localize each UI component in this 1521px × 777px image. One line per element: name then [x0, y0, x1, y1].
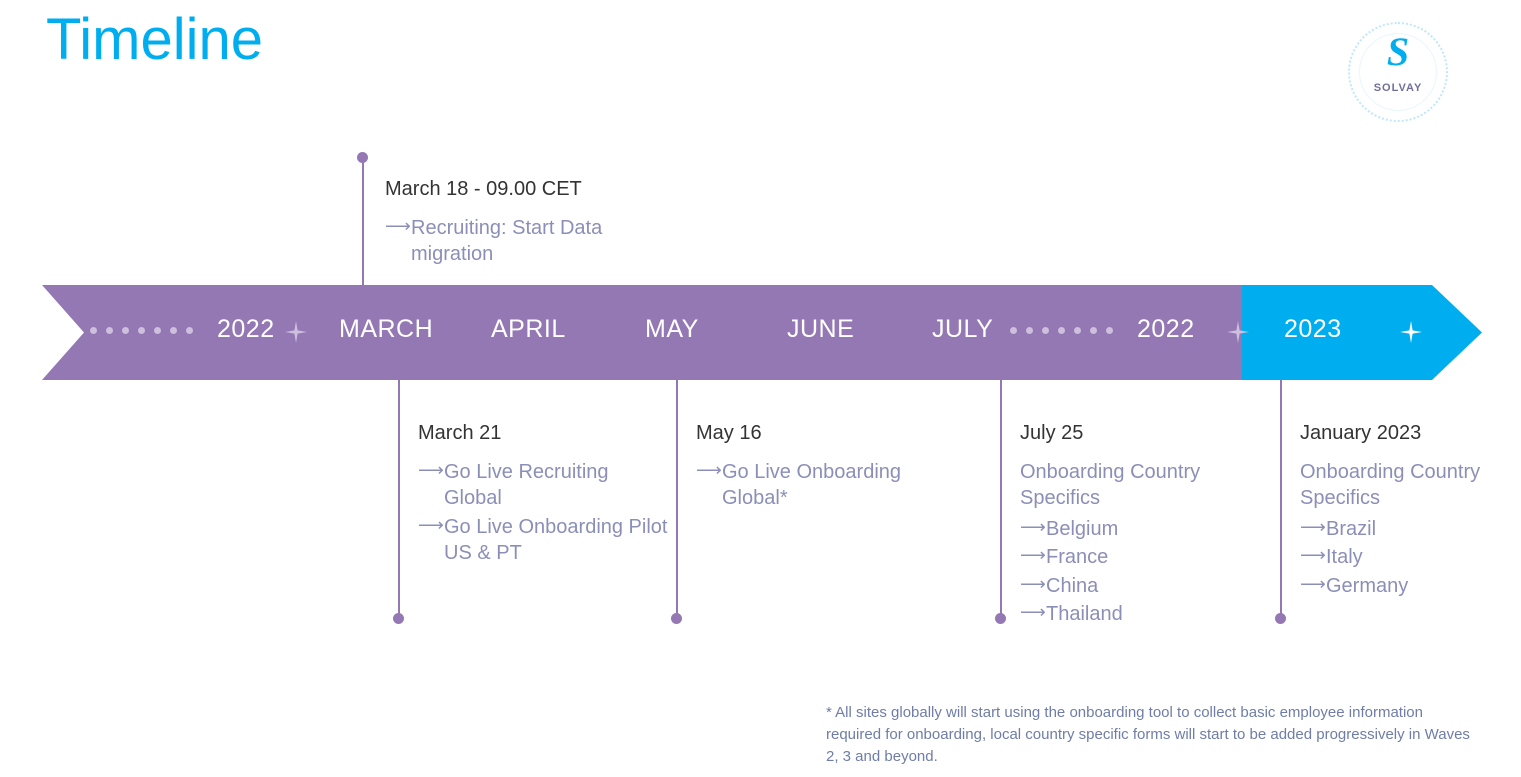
event-item-list	[1300, 516, 1520, 599]
timeline-segment-april: APRIL	[491, 315, 566, 343]
arrow-icon: ⟶	[418, 514, 444, 535]
list-item-label: China	[1046, 574, 1099, 597]
list-item-label: Italy	[1326, 546, 1363, 569]
event-item-list	[696, 459, 956, 512]
timeline-dots-trailing	[1010, 327, 1113, 334]
list-item-label: Thailand	[1046, 602, 1123, 625]
event-date: May 16	[696, 422, 762, 444]
arrow-icon: ⟶	[385, 216, 411, 236]
event-callout-january-2023	[1300, 422, 1520, 601]
solvay-logo	[1348, 22, 1452, 126]
arrow-icon: ⟶	[1020, 545, 1046, 566]
event-node-may-16	[671, 613, 682, 624]
event-item-list	[1020, 516, 1270, 628]
event-date: July 25	[1020, 422, 1084, 444]
list-item-label: Recruiting: Start Data migration	[411, 217, 603, 266]
event-item-list	[385, 215, 635, 268]
separator-cross-icon-2	[1227, 321, 1249, 343]
event-connector-january-2023	[1280, 380, 1282, 620]
timeline-segment-2023: 2023	[1284, 315, 1342, 343]
arrow-icon: ⟶	[1020, 573, 1046, 594]
list-item-label: Belgium	[1046, 517, 1119, 540]
event-connector-may-16	[676, 380, 678, 620]
page-title: Timeline	[46, 7, 264, 72]
timeline-segment-june: JUNE	[787, 315, 855, 343]
list-item-label: Brazil	[1326, 517, 1377, 540]
timeline-band	[42, 285, 1482, 380]
logo-brand-label: SOLVAY	[1373, 82, 1423, 94]
timeline-segment-may: MAY	[645, 315, 699, 343]
event-node-march-21	[393, 613, 404, 624]
list-item	[1300, 516, 1520, 542]
event-connector-march-21	[398, 380, 400, 620]
timeline-segment-2022-start: 2022	[217, 315, 275, 343]
list-item-label: Go Live Onboarding Global*	[722, 461, 902, 510]
timeline-dots-leading	[90, 327, 193, 334]
list-item-label: Germany	[1326, 574, 1409, 597]
separator-cross-icon-3	[1400, 321, 1422, 343]
arrow-icon: ⟶	[1020, 516, 1046, 537]
event-date: March 18 - 09.00 CET	[385, 178, 582, 200]
event-lead-text: Onboarding Country Specifics	[1020, 461, 1201, 510]
arrow-icon: ⟶	[1300, 573, 1326, 594]
list-item	[1020, 573, 1270, 599]
event-node-july-25	[995, 613, 1006, 624]
list-item	[696, 459, 956, 512]
logo-s-icon: S	[1386, 29, 1410, 74]
timeline-band-blue	[1242, 285, 1482, 380]
list-item-label: Go Live Onboarding Pilot US & PT	[444, 515, 668, 565]
event-callout-march-18	[385, 178, 635, 270]
timeline-segment-july: JULY	[932, 315, 994, 343]
event-connector-july-25	[1000, 380, 1002, 620]
list-item	[418, 459, 668, 512]
list-item	[1300, 573, 1520, 599]
arrow-icon: ⟶	[696, 460, 722, 480]
event-date: January 2023	[1300, 422, 1422, 444]
list-item-label: France	[1046, 546, 1109, 569]
list-item	[418, 514, 668, 567]
event-callout-may-16	[696, 422, 956, 514]
event-date: March 21	[418, 422, 502, 444]
separator-cross-icon-1	[285, 321, 307, 343]
list-item	[1020, 516, 1270, 542]
arrow-icon: ⟶	[418, 460, 444, 480]
list-item-label: Go Live Recruiting Global	[444, 461, 609, 510]
list-item	[385, 215, 635, 268]
timeline-segment-march: MARCH	[339, 315, 434, 343]
list-item	[1020, 544, 1270, 570]
arrow-icon: ⟶	[1300, 516, 1326, 537]
event-item-list	[418, 459, 668, 567]
footnote-text: * All sites globally will start using the onboarding tool to collect basic employee information required for onboarding, local country specific forms will start to be added progressively in Waves 2, 3 and beyond.	[826, 704, 1470, 765]
event-lead-text: Onboarding Country Specifics	[1300, 461, 1481, 510]
list-item	[1300, 544, 1520, 570]
event-callout-march-21	[418, 422, 668, 569]
list-item	[1020, 601, 1270, 627]
event-connector-march-18	[362, 158, 364, 288]
timeline-segment-2022-end: 2022	[1137, 315, 1195, 343]
event-node-january-2023	[1275, 613, 1286, 624]
arrow-icon: ⟶	[1020, 601, 1046, 622]
event-callout-july-25	[1020, 422, 1270, 629]
arrow-icon: ⟶	[1300, 545, 1326, 566]
